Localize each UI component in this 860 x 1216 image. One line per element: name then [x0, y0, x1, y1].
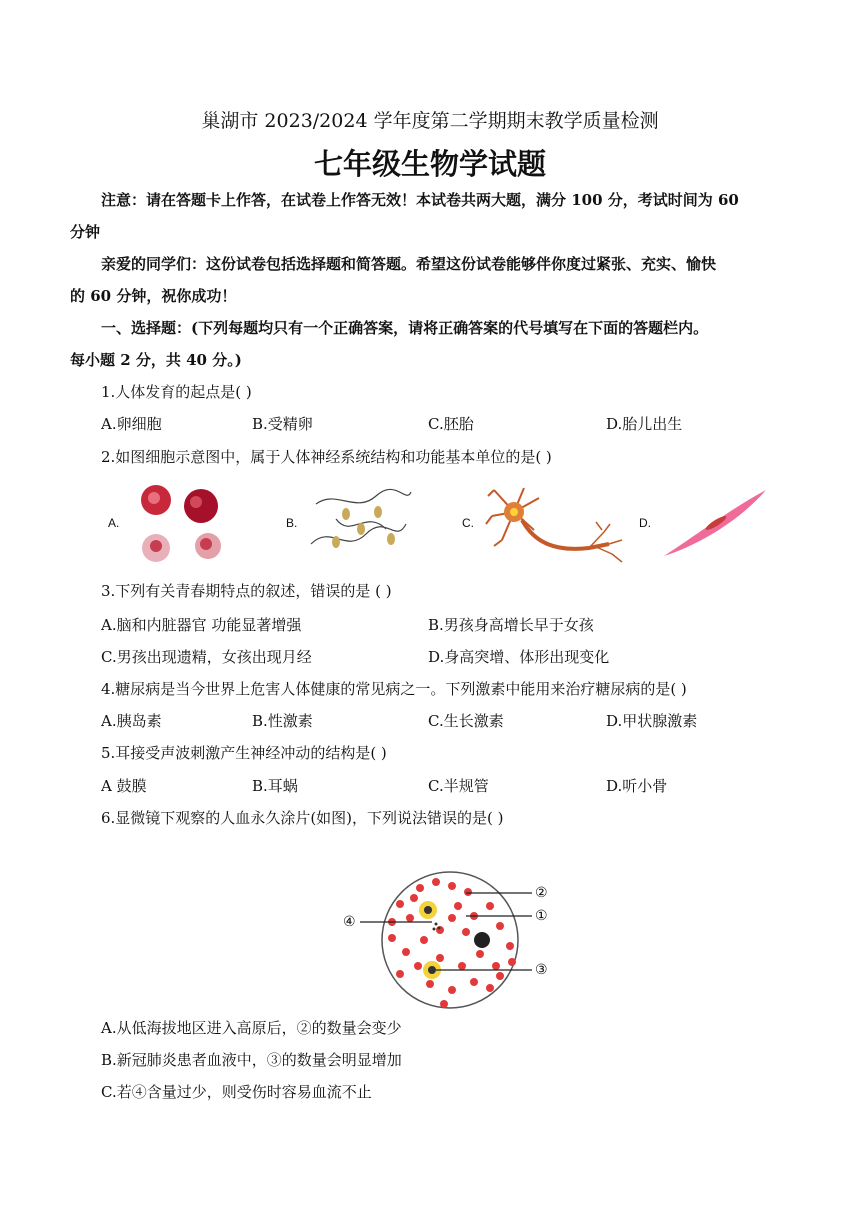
notice-line-1: 注意：请在答题卡上作答，在试卷上作答无效！本试卷共两大题，满分 100 分，考试时间为 60	[101, 191, 739, 209]
q6-option-a: A.从低海拔地区进入高原后，②的数量会变少	[101, 1019, 402, 1037]
q3-option-a: A.脑和内脏器官 功能显著增强	[101, 616, 302, 634]
q5-option-d: D.听小骨	[606, 777, 668, 795]
muscle-cell-image	[662, 488, 768, 560]
question-6-stem: 6.显微镜下观察的人血永久涂片(如图)，下列说法错误的是( )	[101, 809, 504, 827]
question-3-stem: 3.下列有关青春期特点的叙述，错误的是 ( )	[101, 582, 392, 600]
q1-option-b: B.受精卵	[252, 415, 313, 433]
sperm-cells-image	[306, 484, 416, 564]
q3-option-d: D.身高突增、体形出现变化	[428, 648, 610, 666]
blood-cells-image	[126, 482, 226, 570]
notice-line-2: 分钟	[70, 223, 101, 241]
smear-label-3: ③	[535, 961, 548, 977]
q1-option-c: C.胚胎	[428, 415, 474, 433]
q5-option-c: C.半规管	[428, 777, 489, 795]
smear-label-2: ②	[535, 884, 548, 900]
q3-option-c: C.男孩出现遗精，女孩出现月经	[101, 648, 312, 666]
section1-line-2: 每小题 2 分，共 40 分。)	[70, 351, 242, 369]
exam-subtitle: 巢湖市 2023/2024 学年度第二学期期末教学质量检测	[201, 110, 659, 132]
blood-smear-image	[340, 866, 560, 1016]
figure-label-b: B.	[286, 516, 298, 530]
smear-label-1: ①	[535, 907, 548, 923]
greeting-line-1: 亲爱的同学们：这份试卷包括选择题和简答题。希望这份试卷能够伴你度过紧张、充实、愉快	[101, 255, 717, 273]
q4-option-a: A.胰岛素	[101, 712, 162, 730]
q4-option-b: B.性激素	[252, 712, 313, 730]
q1-option-a: A.卵细胞	[101, 415, 162, 433]
q4-option-c: C.生长激素	[428, 712, 504, 730]
q6-option-c: C.若④含量过少，则受伤时容易血流不止	[101, 1083, 372, 1101]
figure-label-a: A.	[108, 516, 120, 530]
figure-label-d: D.	[639, 516, 651, 530]
q3-option-b: B.男孩身高增长早于女孩	[428, 616, 594, 634]
greeting-line-2: 的 60 分钟，祝你成功！	[70, 287, 237, 305]
question-2-stem: 2.如图细胞示意图中，属于人体神经系统结构和功能基本单位的是( )	[101, 448, 552, 466]
question-4-stem: 4.糖尿病是当今世界上危害人体健康的常见病之一。下列激素中能用来治疗糖尿病的是( )	[101, 680, 687, 698]
neuron-image	[484, 482, 630, 568]
q1-option-d: D.胎儿出生	[606, 415, 683, 433]
section1-line-1: 一、选择题：(下列每题均只有一个正确答案，请将正确答案的代号填写在下面的答题栏内。	[101, 319, 709, 337]
smear-label-4: ④	[343, 913, 356, 929]
question-1-stem: 1.人体发育的起点是( )	[101, 383, 252, 401]
q5-option-a: A 鼓膜	[101, 777, 147, 795]
q4-option-d: D.甲状腺激素	[606, 712, 698, 730]
figure-label-c: C.	[462, 516, 474, 530]
q6-option-b: B.新冠肺炎患者血液中，③的数量会明显增加	[101, 1051, 402, 1069]
exam-title: 七年级生物学试题	[313, 147, 546, 181]
q5-option-b: B.耳蜗	[252, 777, 298, 795]
question-5-stem: 5.耳接受声波刺激产生神经冲动的结构是( )	[101, 744, 387, 762]
